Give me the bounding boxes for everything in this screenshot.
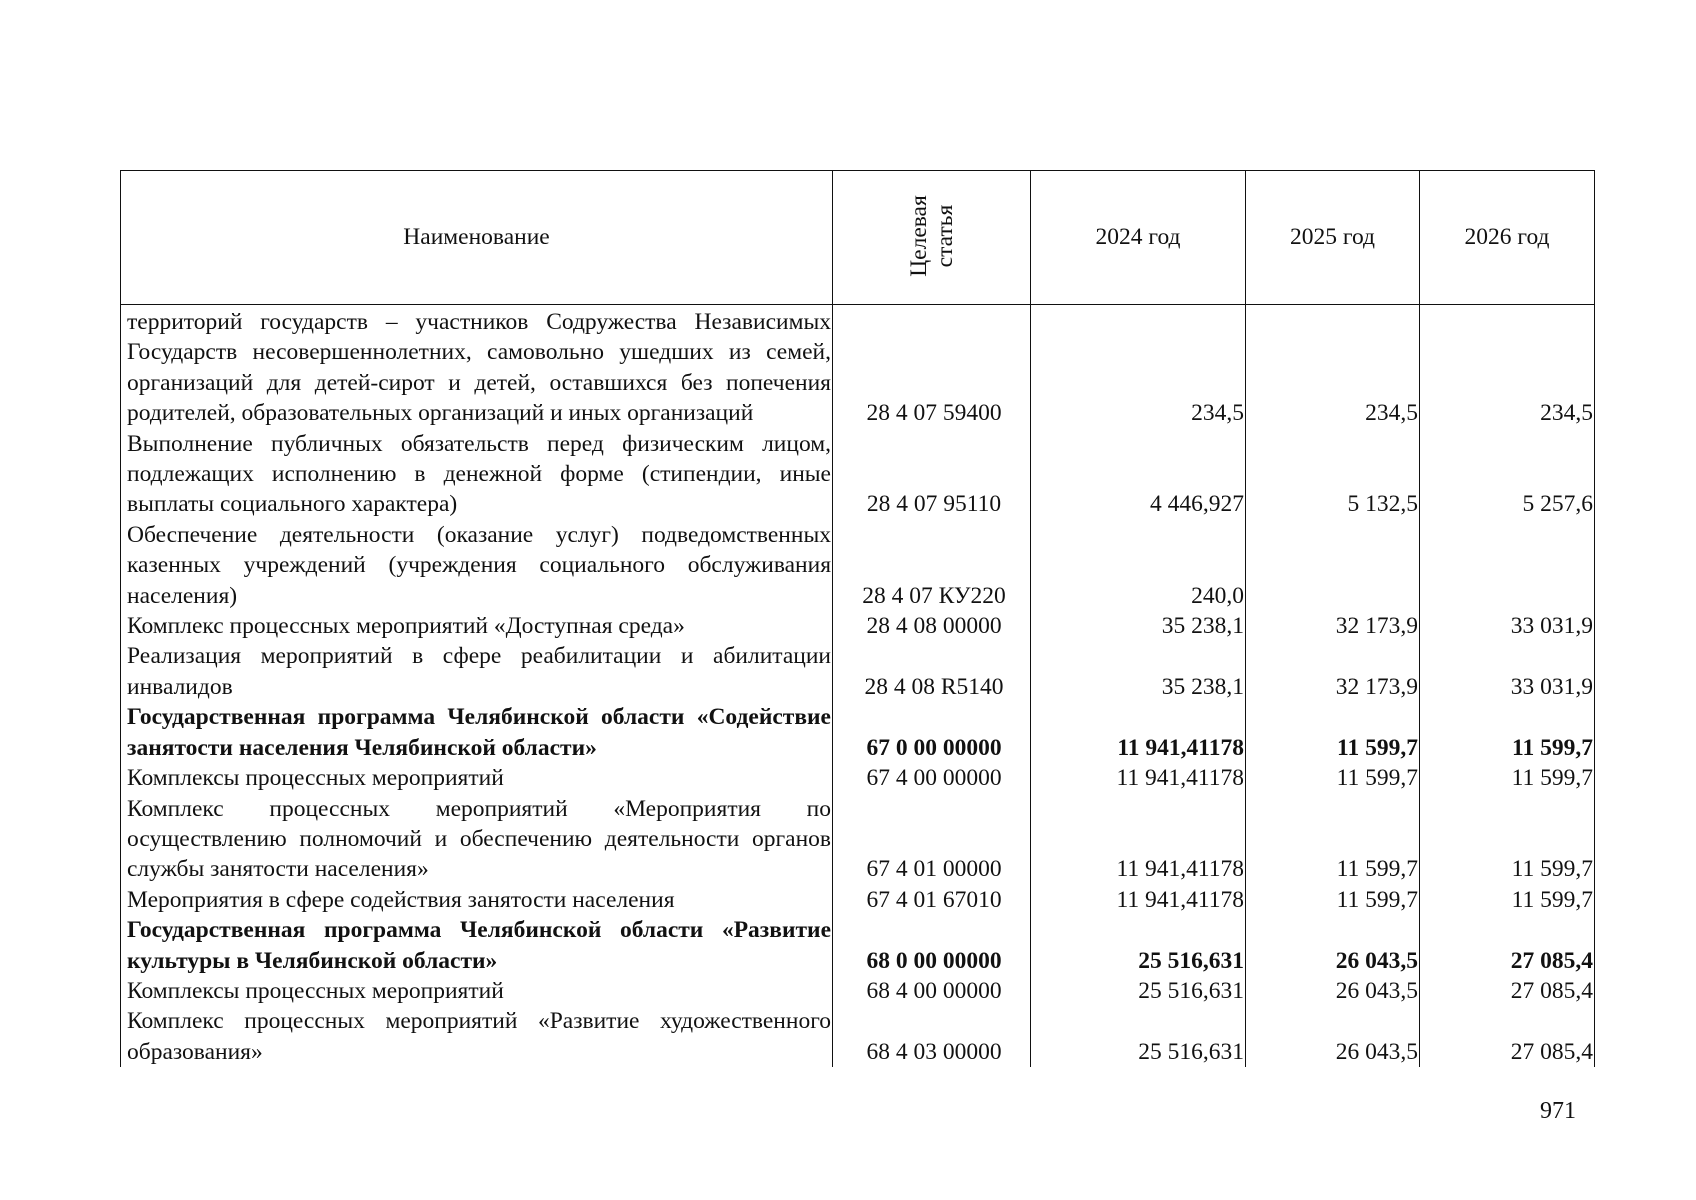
budget-sheet xyxy=(120,170,1594,1092)
table-row-program xyxy=(121,915,1595,976)
row-2024: 11 941,41178 xyxy=(1031,794,1246,885)
header-code-label: Целевая статья xyxy=(905,195,958,278)
table-header-row xyxy=(121,171,1595,305)
row-2025: 32 173,9 xyxy=(1246,641,1420,702)
table-row xyxy=(121,976,1595,1006)
row-2024: 11 941,41178 xyxy=(1031,885,1246,915)
row-code: 28 4 08 00000 xyxy=(833,611,1031,641)
table-row-program xyxy=(121,702,1595,763)
row-name: Государственная программа Челябинской области «Содействие занятости населения Челябинской области» xyxy=(121,702,833,763)
header-name: Наименование xyxy=(121,171,833,305)
row-code: 67 4 01 00000 xyxy=(833,794,1031,885)
row-2025: 11 599,7 xyxy=(1246,702,1420,763)
row-code: 68 0 00 00000 xyxy=(833,915,1031,976)
row-2026 xyxy=(1420,520,1595,611)
row-2024: 35 238,1 xyxy=(1031,641,1246,702)
row-2024: 4 446,927 xyxy=(1031,429,1246,520)
table-row xyxy=(121,520,1595,611)
row-2026: 27 085,4 xyxy=(1420,915,1595,976)
row-2025: 5 132,5 xyxy=(1246,429,1420,520)
row-2026: 11 599,7 xyxy=(1420,763,1595,793)
page-number: 971 xyxy=(1540,1098,1576,1124)
row-name: Государственная программа Челябинской области «Развитие культуры в Челябинской области» xyxy=(121,915,833,976)
row-2026: 27 085,4 xyxy=(1420,1006,1595,1067)
row-name: Комплекс процессных мероприятий «Развитие художественного образования» xyxy=(121,1006,833,1067)
table-row xyxy=(121,763,1595,793)
budget-table xyxy=(120,170,1595,1067)
row-2025: 26 043,5 xyxy=(1246,1006,1420,1067)
row-code: 67 4 00 00000 xyxy=(833,763,1031,793)
row-2024: 25 516,631 xyxy=(1031,1006,1246,1067)
row-name: Комплекс процессных мероприятий «Мероприятия по осуществлению полномочий и обеспечению деятельности органов службы занятости населения» xyxy=(121,794,833,885)
table-row xyxy=(121,885,1595,915)
table-row xyxy=(121,1006,1595,1067)
row-code: 68 4 03 00000 xyxy=(833,1006,1031,1067)
row-2024: 234,5 xyxy=(1031,305,1246,429)
row-name: Обеспечение деятельности (оказание услуг) подведомственных казенных учреждений (учреждения социального обслуживания населения) xyxy=(121,520,833,611)
row-2026: 33 031,9 xyxy=(1420,641,1595,702)
row-name: Реализация мероприятий в сфере реабилитации и абилитации инвалидов xyxy=(121,641,833,702)
row-code: 28 4 07 95110 xyxy=(833,429,1031,520)
row-2025: 11 599,7 xyxy=(1246,794,1420,885)
row-2025: 26 043,5 xyxy=(1246,915,1420,976)
row-2024: 25 516,631 xyxy=(1031,915,1246,976)
row-name: Комплексы процессных мероприятий xyxy=(121,763,833,793)
row-code: 28 4 07 59400 xyxy=(833,305,1031,429)
table-row xyxy=(121,429,1595,520)
row-2024: 240,0 xyxy=(1031,520,1246,611)
table-row xyxy=(121,641,1595,702)
row-2024: 35 238,1 xyxy=(1031,611,1246,641)
row-code: 67 0 00 00000 xyxy=(833,702,1031,763)
header-2024: 2024 год xyxy=(1031,171,1246,305)
row-2025: 26 043,5 xyxy=(1246,976,1420,1006)
row-2024: 11 941,41178 xyxy=(1031,702,1246,763)
row-2025: 11 599,7 xyxy=(1246,885,1420,915)
table-row xyxy=(121,794,1595,885)
table-row xyxy=(121,305,1595,429)
row-code: 67 4 01 67010 xyxy=(833,885,1031,915)
header-code xyxy=(833,171,1031,305)
row-code: 68 4 00 00000 xyxy=(833,976,1031,1006)
row-2026: 234,5 xyxy=(1420,305,1595,429)
row-2025: 11 599,7 xyxy=(1246,763,1420,793)
row-2026: 11 599,7 xyxy=(1420,885,1595,915)
row-2025: 32 173,9 xyxy=(1246,611,1420,641)
row-name: Комплексы процессных мероприятий xyxy=(121,976,833,1006)
row-2026: 11 599,7 xyxy=(1420,794,1595,885)
row-2026: 33 031,9 xyxy=(1420,611,1595,641)
row-name: Мероприятия в сфере содействия занятости населения xyxy=(121,885,833,915)
row-name: Выполнение публичных обязательств перед физическим лицом, подлежащих исполнению в денежной форме (стипендии, иные выплаты социального характера) xyxy=(121,429,833,520)
row-name: Комплекс процессных мероприятий «Доступная среда» xyxy=(121,611,833,641)
row-2024: 11 941,41178 xyxy=(1031,763,1246,793)
table-row xyxy=(121,611,1595,641)
row-name: территорий государств – участников Содружества Независимых Государств несовершеннолетних, самовольно ушедших из семей, организаций для детей-сирот и детей, оставшихся без попечения родителей, образовательных организаций и иных организаций xyxy=(121,305,833,429)
row-2025: 234,5 xyxy=(1246,305,1420,429)
row-2026: 11 599,7 xyxy=(1420,702,1595,763)
row-2026: 5 257,6 xyxy=(1420,429,1595,520)
row-2025 xyxy=(1246,520,1420,611)
row-code: 28 4 07 КУ220 xyxy=(833,520,1031,611)
row-code: 28 4 08 R5140 xyxy=(833,641,1031,702)
row-2024: 25 516,631 xyxy=(1031,976,1246,1006)
row-2026: 27 085,4 xyxy=(1420,976,1595,1006)
header-2026: 2026 год xyxy=(1420,171,1595,305)
header-2025: 2025 год xyxy=(1246,171,1420,305)
